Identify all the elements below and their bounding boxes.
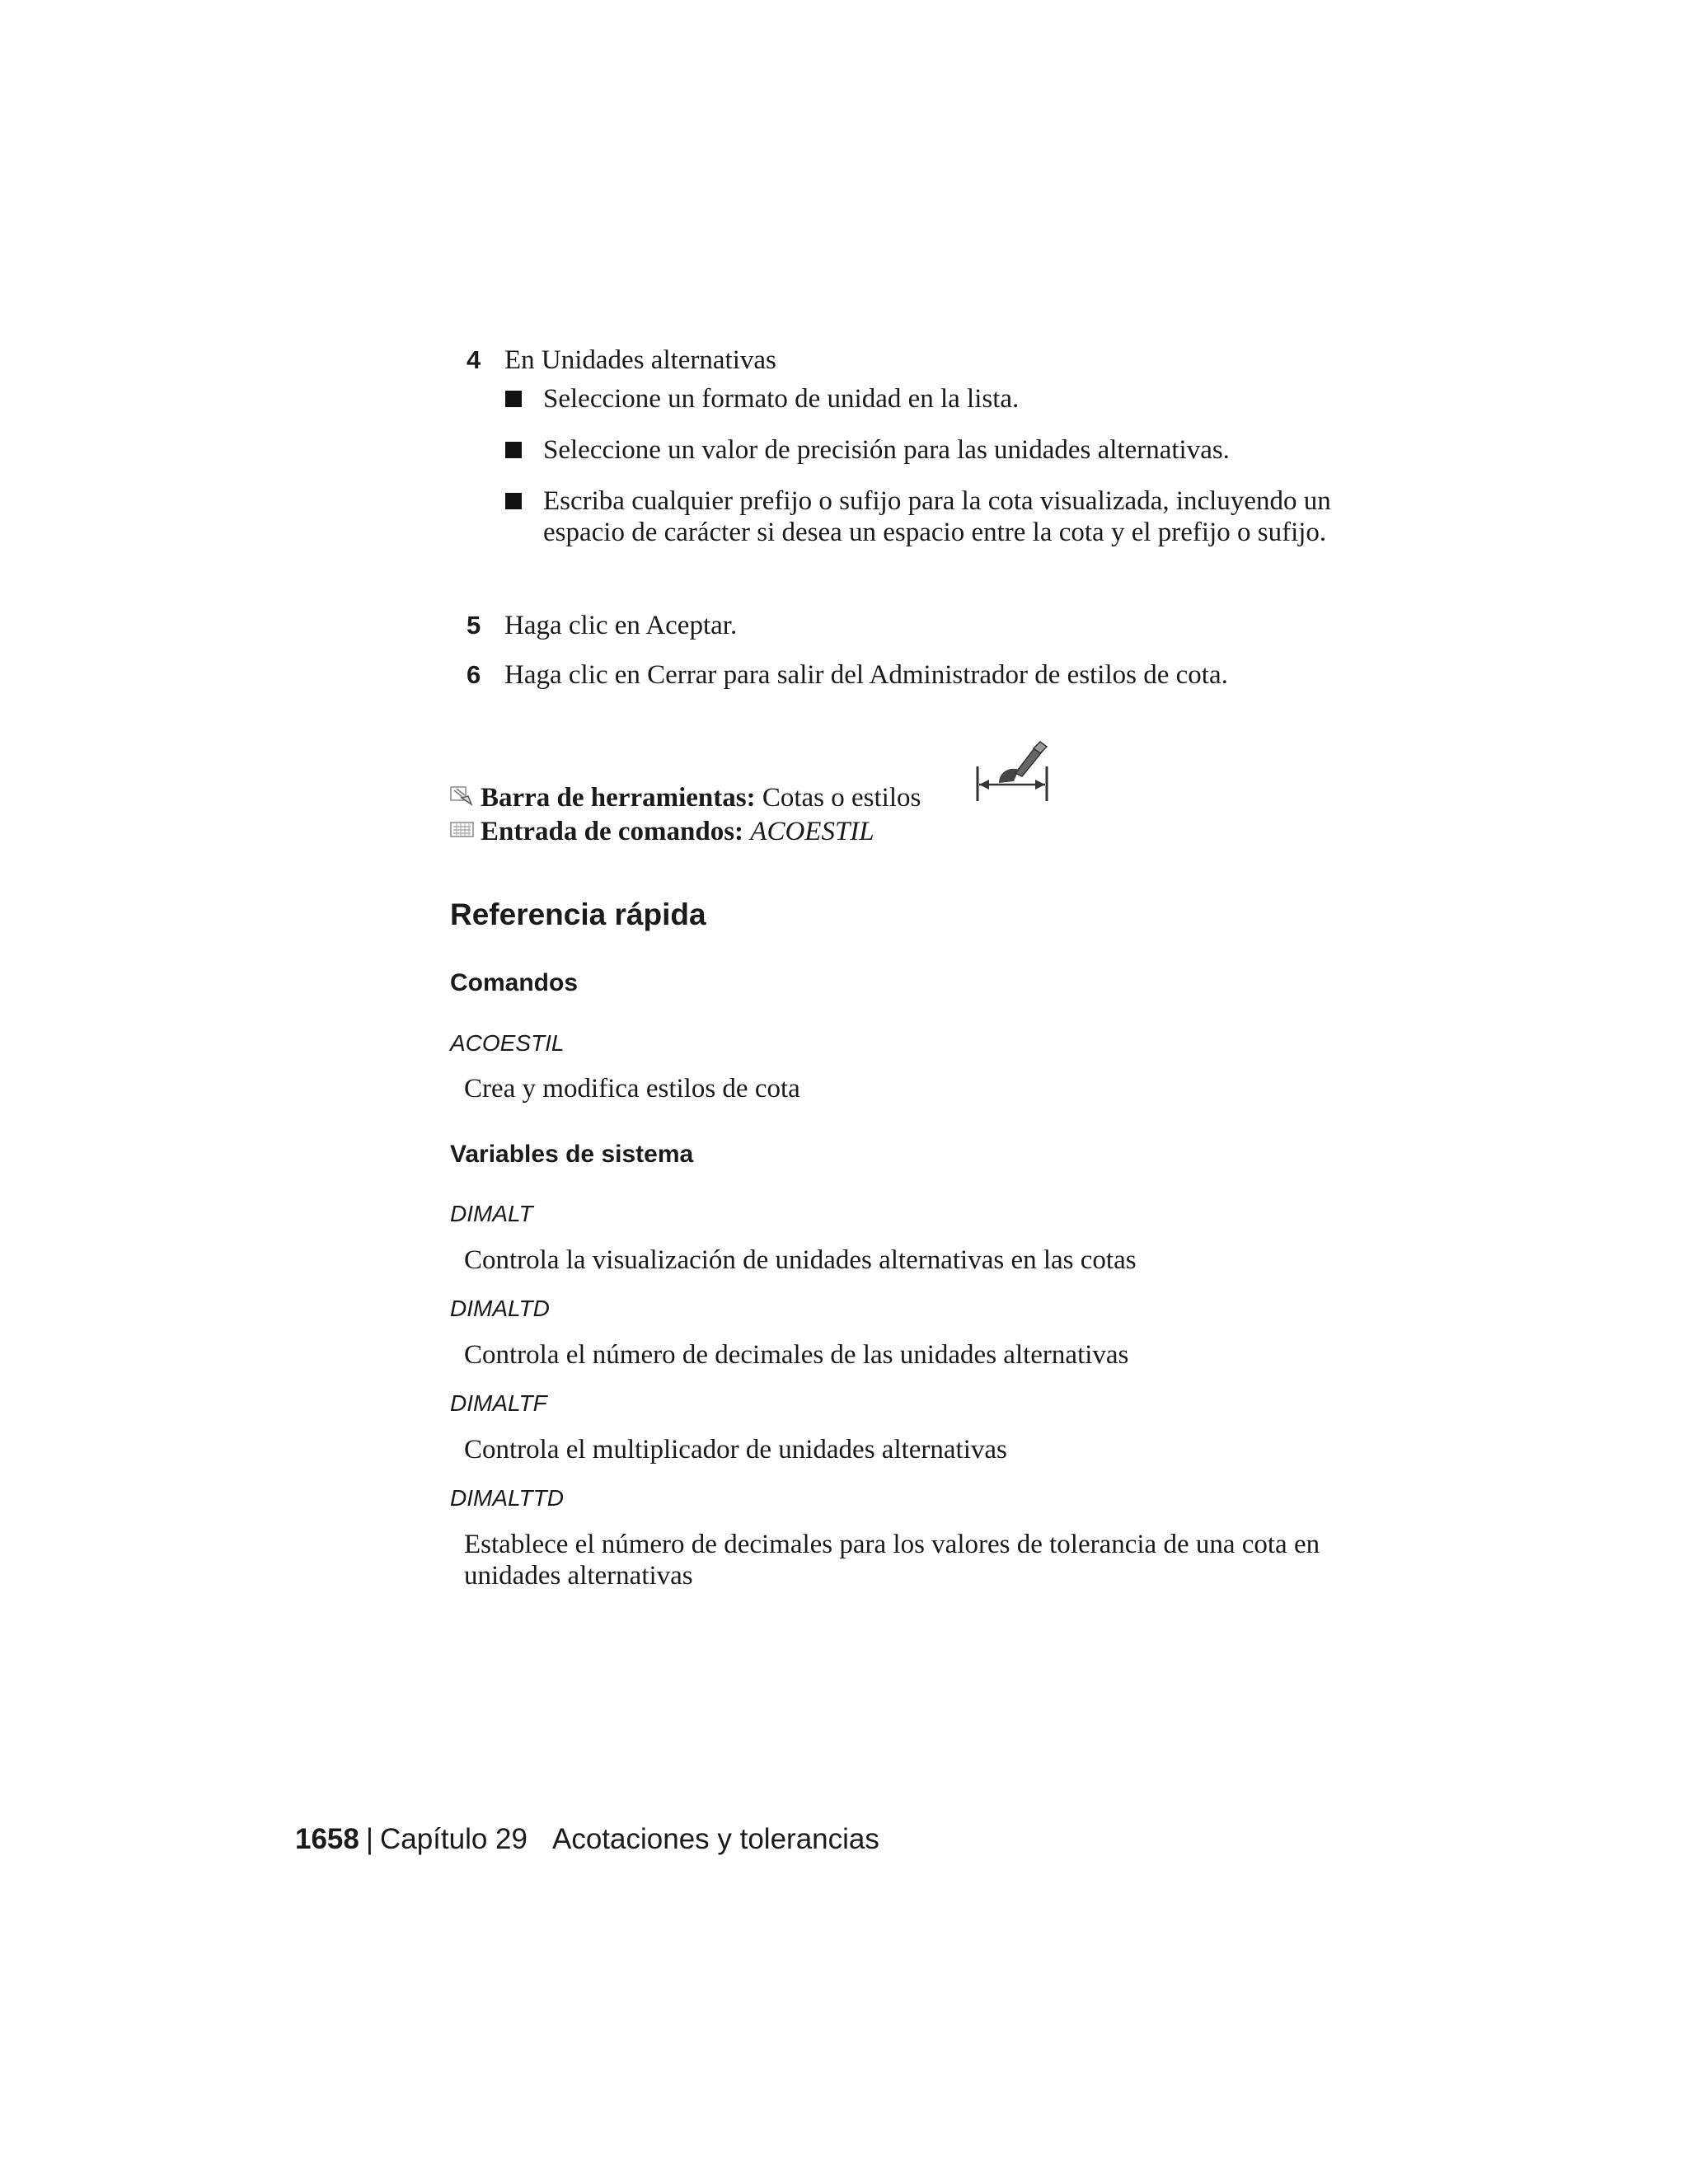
variable-description: Controla el multiplicador de unidades alternativas bbox=[464, 1435, 1007, 1465]
access-label: Entrada de comandos: bbox=[481, 817, 744, 846]
bullet-marker bbox=[505, 493, 522, 509]
step-text: Haga clic en Aceptar. bbox=[504, 611, 738, 640]
variable-term[interactable]: DIMALTTD bbox=[450, 1485, 564, 1511]
variable-description: Controla el número de decimales de las unidades alternativas bbox=[464, 1340, 1129, 1370]
step-number: 6 bbox=[467, 660, 481, 689]
bullet-item: Escriba cualquier prefijo o sufijo para la cota visualizada, incluyendo un espacio de carácter si desea un espacio entre la cota y el prefijo o sufijo. bbox=[543, 486, 1331, 547]
step-number: 4 bbox=[467, 345, 481, 374]
chapter-title: Acotaciones y tolerancias bbox=[552, 1823, 879, 1855]
access-label: Barra de herramientas: bbox=[481, 783, 756, 813]
step-number: 5 bbox=[467, 611, 481, 640]
keyboard-icon bbox=[450, 819, 475, 841]
variable-term[interactable]: DIMALT bbox=[450, 1201, 533, 1226]
bullet-marker bbox=[505, 391, 522, 407]
step-text: En Unidades alternativas bbox=[504, 345, 776, 375]
variable-term[interactable]: DIMALTD bbox=[450, 1296, 550, 1321]
access-value: Cotas o estilos bbox=[762, 783, 921, 813]
subsection-heading: Variables de sistema bbox=[450, 1141, 694, 1168]
bullet-item: Seleccione un valor de precisión para las unidades alternativas. bbox=[543, 435, 1230, 465]
variable-description: Establece el número de decimales para los valores de tolerancia de una cota en unidades alternativas bbox=[464, 1530, 1320, 1591]
command-description: Crea y modifica estilos de cota bbox=[464, 1074, 800, 1104]
variable-term[interactable]: DIMALTF bbox=[450, 1390, 547, 1416]
section-heading: Referencia rápida bbox=[450, 898, 706, 931]
access-command: ACOESTIL bbox=[750, 817, 874, 846]
subsection-heading: Comandos bbox=[450, 969, 579, 996]
page-footer bbox=[295, 1821, 879, 1858]
chapter-label: Capítulo 29 bbox=[379, 1823, 528, 1855]
access-command-line bbox=[481, 815, 874, 848]
toolbar-icon bbox=[450, 785, 475, 806]
dimension-style-icon[interactable] bbox=[974, 738, 1050, 804]
variable-description: Controla la visualización de unidades alternativas en las cotas bbox=[464, 1245, 1137, 1275]
bullet-item: Seleccione un formato de unidad en la lista. bbox=[543, 384, 1020, 414]
step-text: Haga clic en Cerrar para salir del Administrador de estilos de cota. bbox=[504, 660, 1228, 690]
page-number: 1658 bbox=[295, 1823, 359, 1855]
command-term[interactable]: ACOESTIL bbox=[450, 1030, 565, 1056]
access-toolbar-line bbox=[481, 781, 921, 814]
footer-separator: | bbox=[365, 1823, 373, 1855]
bullet-marker bbox=[505, 442, 522, 458]
